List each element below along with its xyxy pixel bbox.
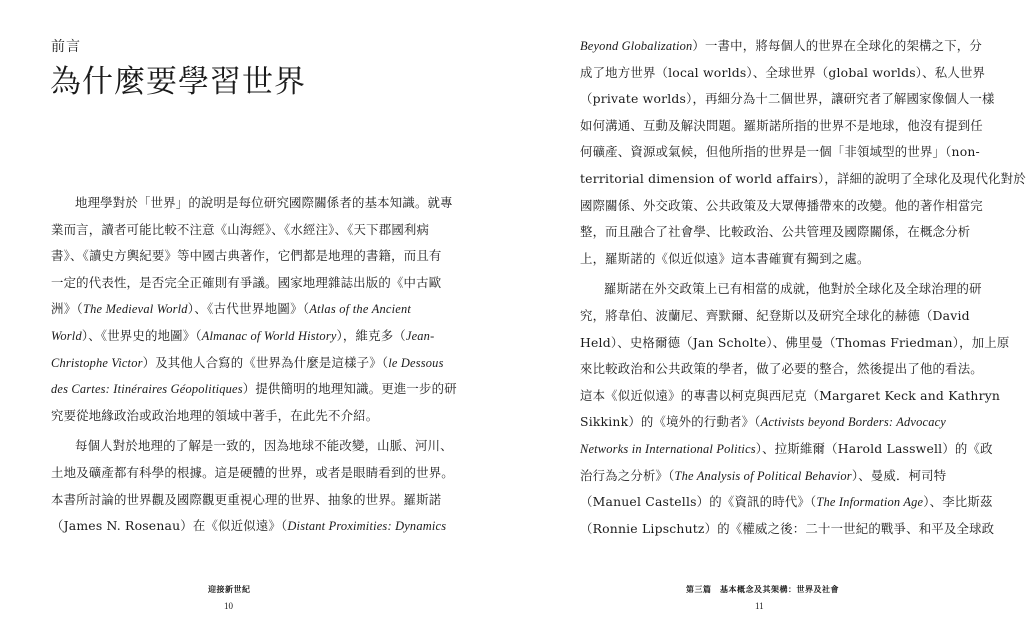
italic-title-span: Almanac of World History xyxy=(201,328,337,343)
text-span: Held）、史格爾德（Jan Scholte）、佛里曼（Thomas Friedman），加上原 xyxy=(580,334,1010,350)
text-span: ）一書中，將每個人的世界在全球化的架構之下，分 xyxy=(692,38,982,53)
italic-title-span: le Dessous xyxy=(388,355,444,370)
text-span: 國際關係、外交政策、公共政策及大眾傳播帶來的改變。他的著作相當完 xyxy=(580,197,983,213)
text-span: 何礦產、資源或氣候，但他所指的世界是一個「非領域型的世界」（non- xyxy=(580,144,980,160)
text-span: ）、《古代世界地圖》（ xyxy=(187,301,310,317)
text-line xyxy=(580,139,980,166)
text-line xyxy=(51,433,453,460)
text-span: ），維克多（ xyxy=(336,327,406,343)
italic-title-span: Jean- xyxy=(405,328,435,343)
text-line xyxy=(580,193,983,220)
text-span: ）提供簡明的地理知識。更進一步的研 xyxy=(242,381,457,397)
left-running-footer: 迎接新世紀 xyxy=(208,585,251,594)
text-line xyxy=(51,323,435,350)
text-line xyxy=(580,166,1026,193)
text-span: 整，而且融合了社會學、比較政治、公共管理及國際關係，在概念分析 xyxy=(580,224,971,240)
text-span: 究要從地緣政治或政治地理的領域中著手，在此先不介紹。 xyxy=(51,407,379,423)
text-span: （Manuel Castells）的《資訊的時代》（ xyxy=(580,494,817,510)
italic-title-span: Beyond Globalization xyxy=(580,39,693,53)
italic-title-span: Distant Proximities: Dynamics xyxy=(287,519,447,534)
text-line xyxy=(580,219,971,246)
text-span: 本書所討論的世界觀及國際觀更重視心理的世界、抽象的世界。羅斯諾 xyxy=(51,491,442,507)
text-line xyxy=(580,113,983,140)
text-span: 書》、《讀史方輿紀要》等中國古典著作，它們都是地理的書籍，而且有 xyxy=(51,248,442,264)
italic-title-span: des Cartes: Itinéraires Géopolitiques xyxy=(51,382,243,397)
italic-title-span: Christophe Victor xyxy=(51,355,143,370)
text-line xyxy=(580,86,995,113)
italic-title-span: The Analysis of Political Behavior xyxy=(674,468,852,483)
italic-title-span: The Medieval World xyxy=(83,302,188,317)
text-span: Sikkink）的《境外的行動者》（ xyxy=(580,414,761,430)
italic-title-span: Networks in International Politics xyxy=(580,441,756,456)
right-page-number: 11 xyxy=(755,601,764,611)
text-line xyxy=(580,60,986,87)
text-line xyxy=(580,463,947,490)
italic-title-span: World xyxy=(51,328,82,343)
text-line xyxy=(51,190,453,217)
text-line xyxy=(580,330,1010,357)
italic-title-span: Activists beyond Borders: Advocacy xyxy=(760,415,946,430)
text-line xyxy=(51,350,444,377)
chapter-title: 為什麼要學習世界 xyxy=(50,64,306,100)
text-span: 如何溝通、互動及解決問題。羅斯諾所指的世界不是地球，他沒有提到任 xyxy=(580,117,983,133)
text-line xyxy=(580,516,995,543)
text-span: 業而言，讀者可能比較不注意《山海經》、《水經注》、《天下郡國利病 xyxy=(51,221,430,237)
text-line xyxy=(580,33,982,60)
text-line xyxy=(51,296,411,323)
text-line xyxy=(51,403,411,430)
text-span: ）、拉斯維爾（Harold Lasswell）的《政 xyxy=(755,440,993,456)
text-line xyxy=(51,460,454,487)
text-span: 一定的代表性，是否完全正確則有爭議。國家地理雜誌出版的《中古歐 xyxy=(51,274,442,290)
left-page-number: 10 xyxy=(224,601,233,611)
text-span: 土地及礦產都有科學的根據。這是硬體的世界，或者是眼睛看到的世界。 xyxy=(51,464,454,480)
text-line xyxy=(580,276,982,303)
left-body-text xyxy=(51,190,457,540)
text-span: （James N. Rosenau）在《似近似遠》（ xyxy=(51,518,288,534)
text-span: 羅斯諾在外交政策上已有相當的成就，他對於全球化及全球治理的研 xyxy=(604,281,982,297)
text-line xyxy=(580,383,1001,410)
text-span: 這本《似近似遠》的專書以柯克與西尼克（Margaret Keck and Kathryn xyxy=(580,387,1001,403)
italic-title-span: The Information Age xyxy=(816,495,924,510)
text-line xyxy=(51,243,442,270)
text-line xyxy=(51,376,457,403)
text-span: ）、《世界史的地圖》（ xyxy=(81,327,202,343)
text-span: 成了地方世界（local worlds）、全球世界（global worlds）、私人世界 xyxy=(580,64,986,80)
text-span: 洲》（ xyxy=(51,301,84,317)
text-span: 來比較政治和公共政策的學者，做了必要的整合，然後提出了他的看法。 xyxy=(580,361,983,377)
text-line xyxy=(580,489,993,516)
text-line xyxy=(51,270,442,297)
section-label: 前言 xyxy=(51,39,81,55)
text-line xyxy=(580,409,946,436)
text-span: ）、李比斯茲 xyxy=(923,494,993,510)
text-line xyxy=(51,513,447,540)
text-line xyxy=(580,356,983,383)
text-line xyxy=(580,303,970,330)
left-page xyxy=(0,0,499,630)
text-line xyxy=(580,436,993,463)
text-span: 究，將韋伯、波蘭尼、齊默爾、紀登斯以及研究全球化的赫德（David xyxy=(580,307,970,323)
text-line xyxy=(580,246,936,273)
text-line xyxy=(51,487,442,514)
text-span: （Ronnie Lipschutz）的《權威之後：二十一世紀的戰爭、和平及全球政 xyxy=(580,520,995,536)
right-body-text xyxy=(580,33,1026,542)
right-running-footer: 第三篇 基本概念及其架構：世界及社會 xyxy=(686,585,839,594)
text-span: ）、曼威．柯司特 xyxy=(851,467,947,483)
text-span: territorial dimension of world affairs），詳細的說明了全球化及現代化對於 xyxy=(580,170,1026,186)
text-span: ）及其他人合寫的《世界為什麼是這樣子》（ xyxy=(142,354,389,370)
text-span: （private worlds），再細分為十二個世界，讓研究者了解國家像個人一樣 xyxy=(580,91,995,107)
italic-title-span: Atlas of the Ancient xyxy=(309,302,411,317)
text-line xyxy=(51,217,430,244)
text-span: 地理學對於「世界」的說明是每位研究國際關係者的基本知識。就專 xyxy=(75,195,453,210)
text-span: 上，羅斯諾的《似近似遠》這本書確實有獨到之處。 xyxy=(580,250,870,266)
text-span: 治行為之分析》（ xyxy=(580,467,675,483)
right-page xyxy=(500,0,1026,630)
text-span: 每個人對於地理的了解是一致的，因為地球不能改變，山脈、河川、 xyxy=(75,438,453,454)
